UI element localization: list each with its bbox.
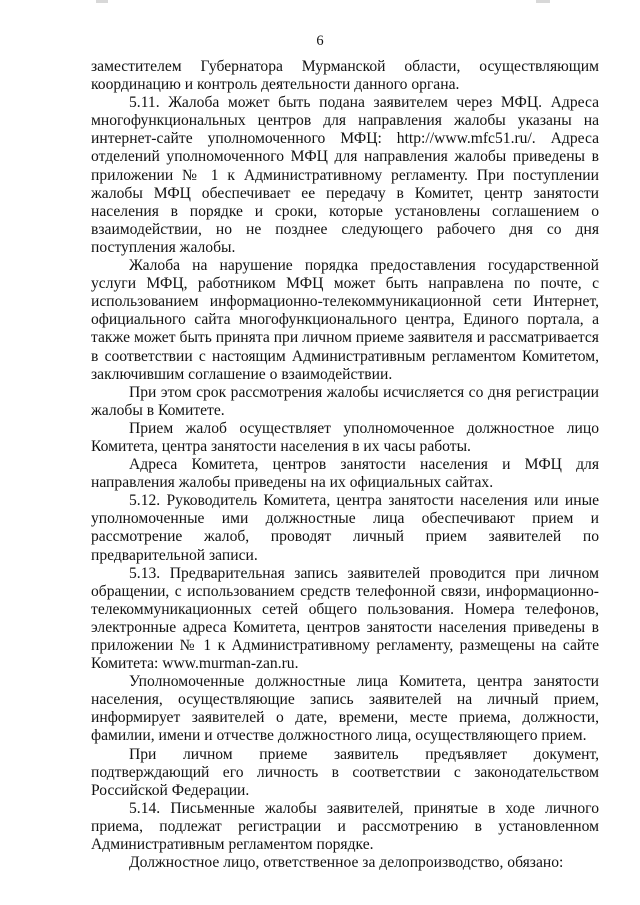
scan-edge-mark: [536, 0, 550, 3]
paragraph-5-12: 5.12. Руководитель Комитета, центра занятости населения или иные уполномоченные ими должностные лица обеспечивают прием и рассмотрение жалоб, проводят личный прием заявителей по предварительной записи.: [91, 492, 599, 564]
paragraph-5-14: 5.14. Письменные жалобы заявителей, принятые в ходе личного приема, подлежат регистрации и рассмотрению в установленном Административным регламентом порядке.: [91, 799, 599, 854]
paragraph: Адреса Комитета, центров занятости населения и МФЦ для направления жалобы приведены на их официальных сайтах.: [91, 456, 599, 492]
scan-edge-mark: [96, 0, 108, 3]
paragraph-continuation: заместителем Губернатора Мурманской области, осуществляющим координацию и контроль деятельности данного органа.: [91, 58, 599, 94]
paragraph: Жалоба на нарушение порядка предоставления государственной услуги МФЦ, работником МФЦ может быть направлена по почте, с использованием информационно-телекоммуникационной сети Интернет, официального сайта многофункционального центра, Единого портала, а также может быть принята при личном приеме заявителя и рассматривается в соответствии с настоящим Административным регламентом Комитетом, заключившим соглашение о взаимодействии.: [91, 257, 599, 383]
paragraph-5-13: 5.13. Предварительная запись заявителей проводится при личном обращении, с использованием средств телефонной связи, информационно-телекоммуникационных сетей общего пользования. Номера телефонов, электронные адреса Комитета, центров занятости населения приведены в приложении № 1 к Административному регламенту, размещены на сайте Комитета: www.murman-zan.ru.: [91, 564, 599, 673]
page-number: 6: [316, 33, 324, 49]
paragraph-5-11: 5.11. Жалоба может быть подана заявителем через МФЦ. Адреса многофункциональных центров для направления жалобы указаны на интернет-сайте уполномоченного МФЦ: http://www.mfc51.ru/. Адреса отделений уполномоченного МФЦ для направления жалобы приведены в приложении № 1 к Административному регламенту. При поступлении жалобы МФЦ обеспечивает ее передачу в Комитет, центр занятости населения в порядке и сроки, которые установлены соглашением о взаимодействии, но не позднее следующего рабочего дня со дня поступления жалобы.: [91, 94, 599, 256]
paragraph: При личном приеме заявитель предъявляет документ, подтверждающий его личность в соответствии с законодательством Российской Федерации.: [91, 745, 599, 799]
scan-edge-marks: [0, 0, 640, 6]
paragraph: Должностное лицо, ответственное за делопроизводство, обязано:: [129, 854, 564, 872]
paragraph: Уполномоченные должностные лица Комитета, центра занятости населения, осуществляющие запись заявителей на личный прием, информирует заявителей о дате, времени, месте приема, должности, фамилии, имени и отчестве должностного лица, осуществляющего прием.: [91, 673, 599, 745]
document-body: [91, 58, 599, 872]
paragraph: При этом срок рассмотрения жалобы исчисляется со дня регистрации жалобы в Комитете.: [91, 383, 599, 419]
paragraph: Прием жалоб осуществляет уполномоченное должностное лицо Комитета, центра занятости населения в их часы работы.: [91, 419, 599, 455]
